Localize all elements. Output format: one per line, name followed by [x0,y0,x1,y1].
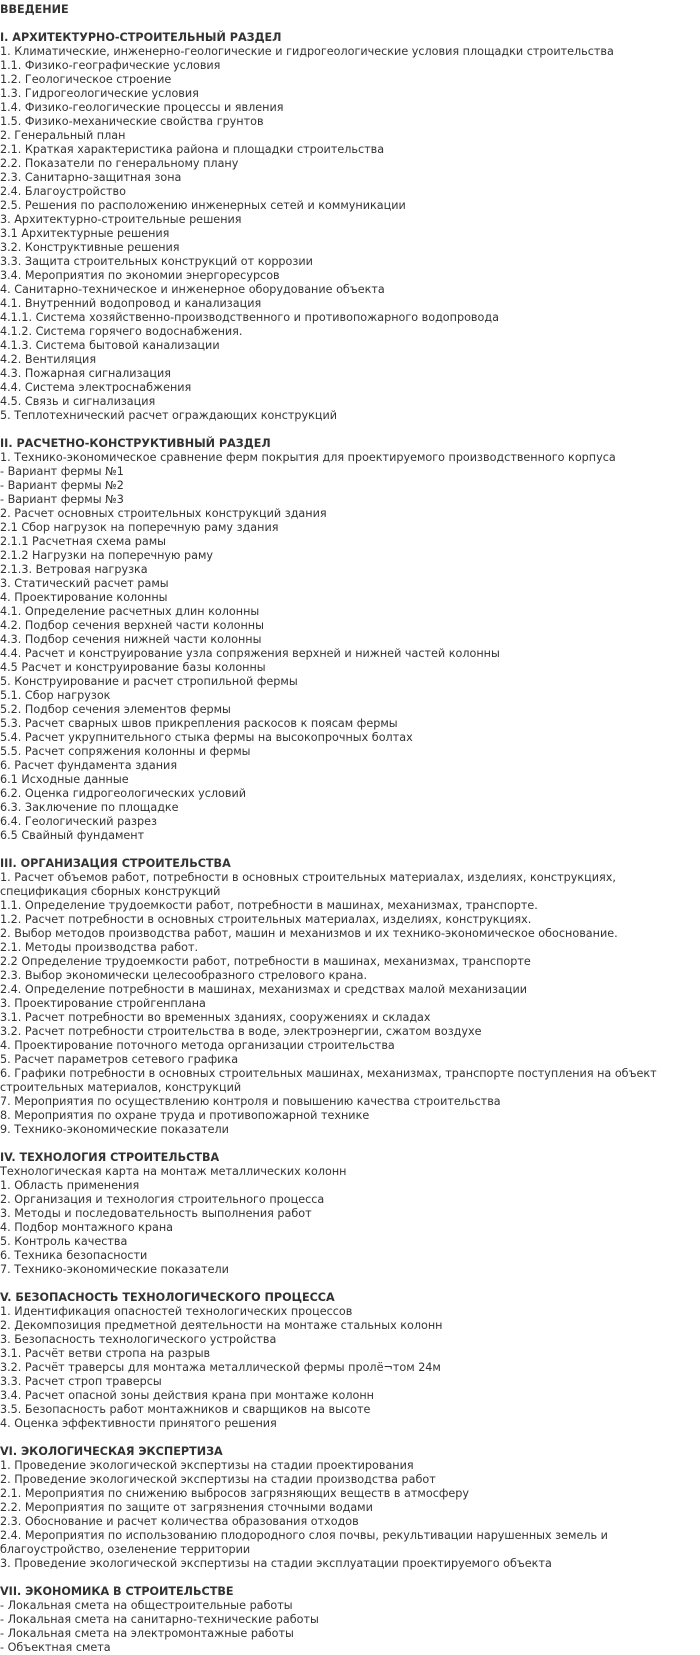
toc-item: 4.1.1. Система хозяйственно-производственного и противопожарного водопровода [0,311,499,324]
toc-item: 5.2. Подбор сечения элементов фермы [0,703,231,716]
toc-item: 5.3. Расчет сварных швов прикрепления раскосов к поясам фермы [0,717,398,730]
section-title: VI. ЭКОЛОГИЧЕСКАЯ ЭКСПЕРТИЗА [0,1445,223,1458]
toc-item: 5. Конструирование и расчет стропильной фермы [0,675,298,688]
toc-item: 3. Безопасность технологического устройства [0,1333,277,1346]
toc-item: 6. Расчет фундамента здания [0,759,178,772]
toc-item: 3.1. Расчет потребности во временных зданиях, сооружениях и складах [0,1011,431,1024]
toc-item: 4.5. Связь и сигнализация [0,395,156,408]
toc-item: 2.3. Выбор экономически целесообразного стрелового крана. [0,969,368,982]
toc-item: 4. Проектирование поточного метода организации строительства [0,1039,395,1052]
toc-item: 6.5 Свайный фундамент [0,829,145,842]
toc-item: 6. Графики потребности в основных строительных машинах, механизмах, транспорте поступления на объект строительных материалов, конструкций [0,1067,657,1094]
toc-item: 3.1. Расчёт ветви стропа на разрыв [0,1347,211,1360]
toc-item: 4. Оценка эффективности принятого решения [0,1417,277,1430]
toc-item: - Вариант фермы №2 [0,479,124,492]
section-title: VII. ЭКОНОМИКА В СТРОИТЕЛЬСТВЕ [0,1585,234,1598]
toc-item: - Вариант фермы №1 [0,465,124,478]
toc-item: 1.4. Физико-геологические процессы и явления [0,101,284,114]
toc-item: 1. Идентификация опасностей технологических процессов [0,1305,353,1318]
toc-item: 2.1 Сбор нагрузок на поперечную раму здания [0,521,279,534]
toc-item: 1.1. Определение трудоемкости работ, потребности в машинах, механизмах, транспорте. [0,899,538,912]
toc-item: 2. Расчет основных строительных конструкций здания [0,507,327,520]
toc-item: 4.1.3. Система бытовой канализации [0,339,220,352]
toc-item: 5.1. Сбор нагрузок [0,689,111,702]
toc-item: 6.3. Заключение по площадке [0,801,179,814]
toc-item: 1.2. Геологическое строение [0,73,172,86]
section-title: IV. ТЕХНОЛОГИЯ СТРОИТЕЛЬСТВА [0,1151,220,1164]
toc-item: 1.1. Физико-географические условия [0,59,221,72]
toc-item: 3. Методы и последовательность выполнения работ [0,1207,312,1220]
section [0,1585,700,1655]
toc-item: 8. Мероприятия по охране труда и противопожарной технике [0,1109,370,1122]
toc-item: 4.1. Внутренний водопровод и канализация [0,297,262,310]
sections-container [0,31,700,1655]
section [0,1151,700,1277]
toc-item: 5. Расчет параметров сетевого графика [0,1053,239,1066]
toc-item: - Локальная смета на санитарно-технические работы [0,1613,319,1626]
toc-item: 3.4. Мероприятия по экономии энергоресурсов [0,269,280,282]
toc-item: 2.3. Санитарно-защитная зона [0,171,182,184]
toc-item: 4.5 Расчет и конструирование базы колонны [0,661,266,674]
toc-item: 2.2. Показатели по генеральному плану [0,157,239,170]
toc-item: 2.5. Решения по расположению инженерных сетей и коммуникации [0,199,406,212]
toc-item: 2. Выбор методов производства работ, машин и механизмов и их технико-экономическое обоснование. [0,927,618,940]
toc-item: 6.2. Оценка гидрогеологических условий [0,787,247,800]
toc-item: 7. Мероприятия по осуществлению контроля и повышению качества строительства [0,1095,501,1108]
toc-item: 4.1.2. Система горячего водоснабжения. [0,325,243,338]
section-title: V. БЕЗОПАСНОСТЬ ТЕХНОЛОГИЧЕСКОГО ПРОЦЕССА [0,1291,335,1304]
toc-item: 4.3. Пожарная сигнализация [0,367,171,380]
toc-item: 3. Статический расчет рамы [0,577,169,590]
toc-item: 4.4. Система электроснабжения [0,381,192,394]
toc-item: 7. Технико-экономические показатели [0,1263,229,1276]
toc-item: Технологическая карта на монтаж металлических колонн [0,1165,347,1178]
section-title: III. ОРГАНИЗАЦИЯ СТРОИТЕЛЬСТВА [0,857,231,870]
section-title: I. АРХИТЕКТУРНО-СТРОИТЕЛЬНЫЙ РАЗДЕЛ [0,31,282,44]
toc-item: 2.4. Мероприятия по использованию плодородного слоя почвы, рекультивации нарушенных земель и благоустройство, озеленение территории [0,1529,608,1556]
toc-item: 2.2. Мероприятия по защите от загрязнения сточными водами [0,1501,373,1514]
toc-item: 6.4. Геологический разрез [0,815,157,828]
toc-item: 2. Проведение экологической экспертизы на стадии производства работ [0,1473,436,1486]
intro-heading: ВВЕДЕНИЕ [0,3,69,16]
toc-item: 3.3. Защита строительных конструкций от коррозии [0,255,313,268]
toc-item: 2. Генеральный план [0,129,126,142]
toc-item: 4.3. Подбор сечения нижней части колонны [0,633,262,646]
section [0,31,700,423]
toc-item: 1. Проведение экологической экспертизы на стадии проектирования [0,1459,414,1472]
toc-item: 2.4. Определение потребности в машинах, механизмах и средствах малой механизации [0,983,528,996]
toc-item: 3.1 Архитектурные решения [0,227,170,240]
section [0,1445,700,1571]
toc-item: 2.1.1 Расчетная схема рамы [0,535,166,548]
toc-item: 2. Декомпозиция предметной деятельности на монтаже стальных колонн [0,1319,443,1332]
toc-item: 2.1. Краткая характеристика района и площадки строительства [0,143,385,156]
section [0,1291,700,1431]
toc-item: 2.1. Методы производства работ. [0,941,199,954]
toc-item: 5.4. Расчет укрупнительного стыка фермы на высокопрочных болтах [0,731,413,744]
toc-item: 2. Организация и технология строительного процесса [0,1193,325,1206]
toc-item: 5.5. Расчет сопряжения колонны и фермы [0,745,251,758]
toc-item: 5. Теплотехнический расчет ограждающих конструкций [0,409,338,422]
toc-item: 4.2. Подбор сечения верхней части колонны [0,619,264,632]
toc-item: 3. Проектирование стройгенплана [0,997,206,1010]
toc-item: 3.4. Расчет опасной зоны действия крана при монтаже колонн [0,1389,374,1402]
toc-item: 1.3. Гидрогеологические условия [0,87,199,100]
toc-item: 6.1 Исходные данные [0,773,129,786]
toc-item: 1. Расчет объемов работ, потребности в основных строительных материалах, изделиях, конструкциях, спецификация сборных конструкций [0,871,616,898]
toc-item: 4. Санитарно-техническое и инженерное оборудование объекта [0,283,385,296]
toc-item: 2.4. Благоустройство [0,185,126,198]
toc-item: - Локальная смета на общестроительные работы [0,1599,293,1612]
toc-item: 9. Технико-экономические показатели [0,1123,229,1136]
toc-item: 6. Техника безопасности [0,1249,148,1262]
toc-item: 2.1.3. Ветровая нагрузка [0,563,148,576]
toc-item: - Объектная смета [0,1641,111,1654]
section [0,437,700,843]
toc-item: 2.2 Определение трудоемкости работ, потребности в машинах, механизмах, транспорте [0,955,531,968]
toc-item: 4. Подбор монтажного крана [0,1221,173,1234]
toc-item: 4.2. Вентиляция [0,353,97,366]
toc-item: 5. Контроль качества [0,1235,128,1248]
section [0,857,700,1137]
toc-item: 2.1. Мероприятия по снижению выбросов загрязняющих веществ в атмосферу [0,1487,470,1500]
toc-item: 1. Климатические, инженерно-геологические и гидрогеологические условия площадки строительства [0,45,614,58]
toc-item: 4.1. Определение расчетных длин колонны [0,605,260,618]
toc-item: 3.3. Расчет строп траверсы [0,1375,162,1388]
toc-item: 3. Архитектурно-строительные решения [0,213,242,226]
section-title: II. РАСЧЕТНО-КОНСТРУКТИВНЫЙ РАЗДЕЛ [0,437,271,450]
toc-item: 2.3. Обоснование и расчет количества образования отходов [0,1515,359,1528]
toc-item: 4.4. Расчет и конструирование узла сопряжения верхней и нижней частей колонны [0,647,500,660]
toc-item: - Локальная смета на электромонтажные работы [0,1627,294,1640]
toc-item: 3. Проведение экологической экспертизы на стадии эксплуатации проектируемого объекта [0,1557,552,1570]
toc-item: 4. Проектирование колонны [0,591,168,604]
toc-item: 3.2. Расчет потребности строительства в воде, электроэнергии, сжатом воздухе [0,1025,482,1038]
toc-item: 1.2. Расчет потребности в основных строительных материалах, изделиях, конструкциях. [0,913,532,926]
toc-item: 2.1.2 Нагрузки на поперечную раму [0,549,214,562]
toc-item: 1. Технико-экономическое сравнение ферм покрытия для проектируемого производственного корпуса [0,451,616,464]
toc-item: 3.2. Расчёт траверсы для монтажа металлической фермы пролё¬том 24м [0,1361,441,1374]
toc-item: 1. Область применения [0,1179,140,1192]
toc-item: - Вариант фермы №3 [0,493,124,506]
toc-item: 3.5. Безопасность работ монтажников и сварщиков на высоте [0,1403,371,1416]
toc-item: 3.2. Конструктивные решения [0,241,180,254]
toc-item: 1.5. Физико-механические свойства грунтов [0,115,264,128]
